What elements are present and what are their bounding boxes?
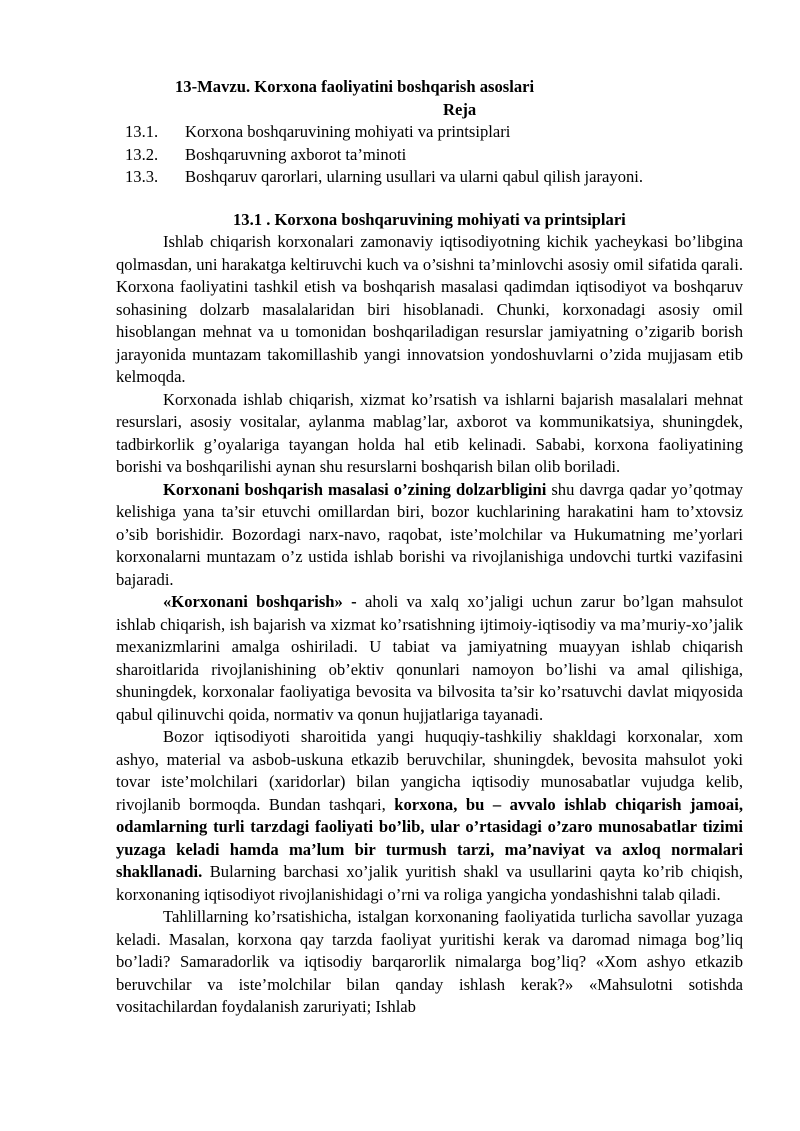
plan-item-number: 13.1. xyxy=(125,122,159,141)
topic-title xyxy=(175,76,743,99)
topic-number: 13-Mavzu xyxy=(175,77,246,96)
paragraph-5 xyxy=(116,726,743,906)
paragraph-3-text: shu davrga qadar yo’qotmay kelishiga yana ta’sir etuvchi omillardan biri, bozor kuchlarining harakatini ham to’xtovsiz o’sib borishidir. Bozordagi narx-navo, raqobat, iste’molchilar va Hukumatning me’yorlari korxonalarni muntazam o’z ustida ishlab borishi va rivojlanishiga undovchi turtki vazifasini bajaradi. xyxy=(116,479,743,589)
plan-item-text: Boshqaruv qarorlari, ularning usullari va ularni qabul qilish jarayoni. xyxy=(185,167,644,186)
paragraph-3-emphasis: Korxonani boshqarish masalasi o’zining dolzarbligini xyxy=(163,479,547,499)
plan-item xyxy=(116,144,743,167)
paragraph-6: Tahlillarning ko’rsatishicha, istalgan korxonaning faoliyatida turlicha savollar yuzaga keladi. Masalan, korxona qay tarzda faoliyat yuritishi kerak va daromad nimaga bog’liq bo’ladi? Samaradorlik va iqtisodiy barqarorlik nimalarga bog’liq? «Xom ashyo etkazib beruvchilar va iste’molchilar bilan qanday ishlash kerak?» «Mahsulotni sotishda vositachilardan foydalanish zaruriyati; Ishlab xyxy=(116,907,743,1016)
topic-separator: . xyxy=(245,77,255,96)
plan-item-text: Korxona boshqaruvining mohiyati va printsiplari xyxy=(185,122,511,141)
topic-name: Korxona faoliyatini boshqarish asoslari xyxy=(254,77,535,96)
paragraph-4 xyxy=(116,591,743,726)
plan-item xyxy=(116,166,743,189)
paragraph-5-text-start: Bozor iqtisodiyoti sharoitida yangi huquqiy-tashkiliy shakldagi korxonalar, xom ashyo, material va asbob-uskuna etkazib beruvchilar, shuningdek, bevosita mahsulot yoki tovar iste’molchilari (xaridorlar) bilan yangicha iqtisodiy munosabatlar vujudga kelib, rivojlanib bormoqda. Bundan tashqari, xyxy=(116,727,743,814)
plan-item xyxy=(116,121,743,144)
paragraph-4-emphasis: «Korxonani boshqarish» - xyxy=(163,592,357,611)
plan-item-text: Boshqaruvning axborot ta’minoti xyxy=(185,144,407,164)
paragraph-4-text: aholi va xalq xo’jaligi uchun zarur bo’lgan mahsulot ishlab chiqarish, ish bajarish va xizmat ko’rsatishning ijtimoiy-iqtisodiy va ma’muriy-xo’jalik mexanizmlarini amalga oshiriladi. U tabiat va jamiyatning muayyan ishlab chiqarish sharoitlarida rivojlanishining ob’ektiv qonunlari namoyon bo’lishi va amal qilishiga, shuningdek, korxonalar faoliyatiga bevosita va bilvosita ta’sir ko’rsatuvchi davlat miqyosida qabul qilinuvchi qoida, normativ va qonun hujjatlariga tayanadi. xyxy=(116,592,744,724)
plan-item-number: 13.2. xyxy=(125,144,159,164)
plan-heading: Reja xyxy=(443,99,477,119)
paragraph-5-text-end: Bularning barchasi xo’jalik yuritish shakl va usullarini qayta ko’rib chiqish, korxonaning iqtisodiyot rivojlanishidagi o’rni va roliga yangicha yondashishni talab qiladi. xyxy=(116,862,743,904)
paragraph-3 xyxy=(116,479,743,592)
plan-item-number: 13.3. xyxy=(125,167,159,186)
paragraph-1: Ishlab chiqarish korxonalari zamonaviy iqtisodiyotning kichik yacheykasi bo’libgina qolmasdan, uni harakatga keltiruvchi kuch va o’sishni ta’minlovchi asosiy omil sifatida qarali. Korxona faoliyatini tashkil etish va boshqarish masalasi qadimdan iqtisodiyot va boshqaruv sohasining dolzarb masalalaridan biri hisoblanadi. Chunki, korxonadagi asosiy omil hisoblangan mehnat va u tomonidan boshqariladigan resurslar jamiyatning o’zigarib borish jarayonida muntazam takomillashib yangi innovatsion yondoshuvlarni o’zida mujjasam etib kelmoqda. xyxy=(116,232,743,386)
plan-list xyxy=(116,121,743,189)
paragraph-2: Korxonada ishlab chiqarish, xizmat ko’rsatish va ishlarni bajarish masalalari mehnat resurslari, asosiy vositalar, aylanma mablag’lar, axborot va kommunikatsiya, shuningdek, tadbirkorlik g’oyalariga tayangan holda hal etib kelinadi. Sababi, korxona faoliyatining borishi va boshqarilishi aynan shu resurslarni boshqarish bilan olib boriladi. xyxy=(116,389,743,476)
paragraph-5-emphasis: korxona, bu – avvalo ishlab chiqarish jamoai, odamlarning turli tarzdagi faoliyati bo’lib, ular o’rtasidagi o’zaro munosabatlar tizimi yuzaga keladi hamda ma’lum bir turmush tarzi, ma’naviyat va axloq normalari shakllanadi. xyxy=(116,794,743,881)
section-heading: 13.1 . Korxona boshqaruvining mohiyati va printsiplari xyxy=(233,209,626,229)
